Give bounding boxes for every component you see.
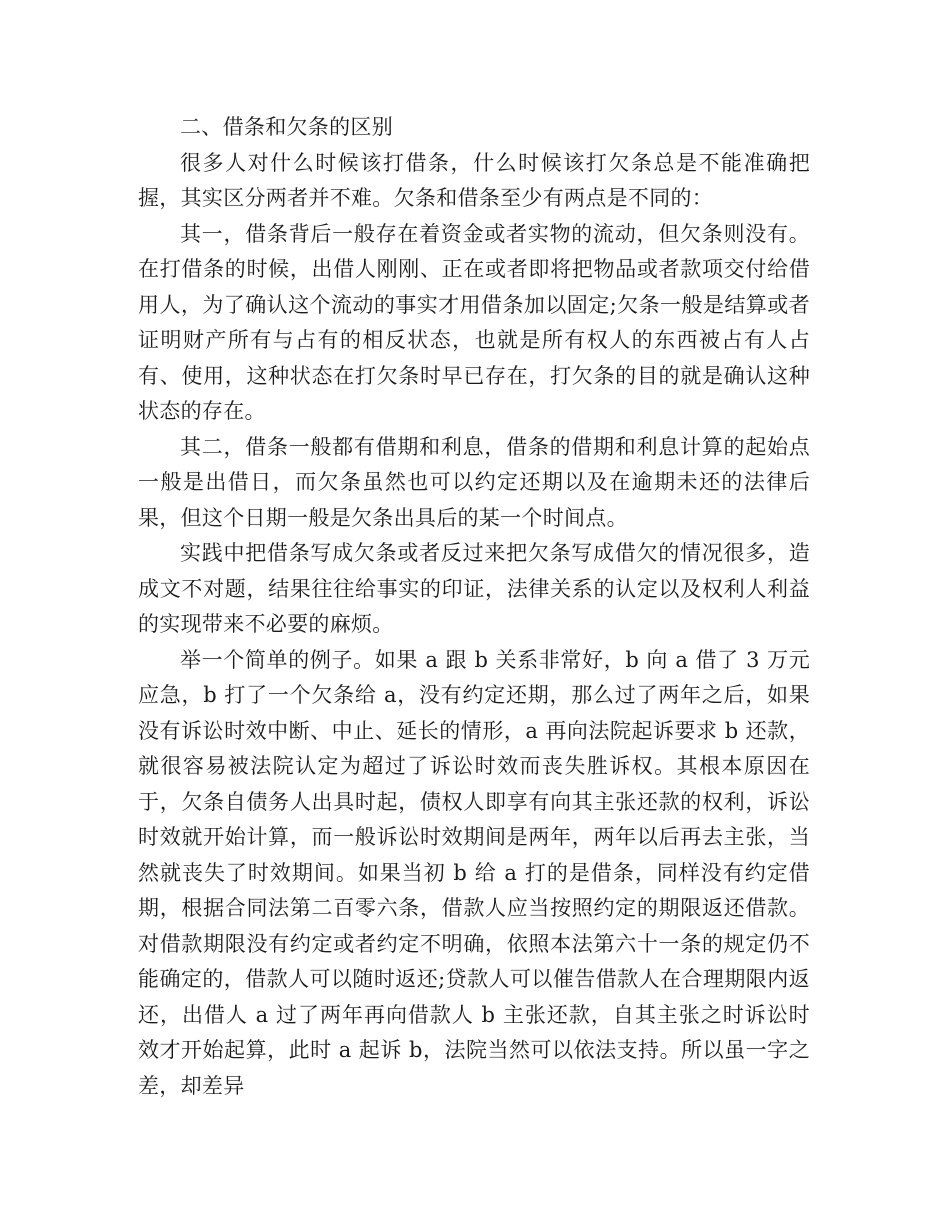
paragraph-practice: 实践中把借条写成欠条或者反过来把欠条写成借欠的情况很多，造成文不对题，结果往往给事实的印证，法律关系的认定以及权利人利益的实现带来不必要的麻烦。 xyxy=(138,541,810,636)
paragraph-intro: 很多人对什么时候该打借条，什么时候该打欠条总是不能准确把握，其实区分两者并不难。欠条和借条至少有两点是不同的： xyxy=(138,150,810,210)
paragraph-point-one: 其一，借条背后一般存在着资金或者实物的流动，但欠条则没有。在打借条的时候，出借人刚刚、正在或者即将把物品或者款项交付给借用人，为了确认这个流动的事实才用借条加以固定;欠条一般是结算或者证明财产所有与占有的相反状态，也就是所有权人的东西被占有人占有、使用，这种状态在打欠条时早已存在，打欠条的目的就是确认这种状态的存在。 xyxy=(138,221,810,423)
paragraph-point-two: 其二，借条一般都有借期和利息，借条的借期和利息计算的起始点一般是出借日，而欠条虽然也可以约定还期以及在逾期未还的法律后果，但这个日期一般是欠条出具后的某一个时间点。 xyxy=(138,434,810,530)
paragraph-example: 举一个简单的例子。如果 a 跟 b 关系非常好，b 向 a 借了 3 万元应急，b 打了一个欠条给 a，没有约定还期，那么过了两年之后，如果没有诉讼时效中断、中止、延长的情形，a 再向法院起诉要求 b 还款，就很容易被法院认定为超过了诉讼时效而丧失胜诉权。其根本原因在于，欠条自债务人出具时起，债权人即享有向其主张还款的权利，诉讼时效就开始计算，而一般诉讼时效期间是两年，两年以后再去主张，当然就丧失了时效期间。如果当初 b 给 a 打的是借条，同样没有约定借期，根据合同法第二百零六条，借款人应当按照约定的期限返还借款。对借款期限没有约定或者约定不明确，依照本法第六十一条的规定仍不能确定的，借款人可以随时返还;贷款人可以催告借款人在合理期限内返还，出借人 a 过了两年再向借款人 b 主张还款，自其主张之时诉讼时效才开始起算，此时 a 起诉 b，法院当然可以依法支持。所以虽一字之差，却差异 xyxy=(138,647,810,1098)
section-heading: 二、借条和欠条的区别 xyxy=(180,115,393,139)
document-body xyxy=(138,110,810,1104)
